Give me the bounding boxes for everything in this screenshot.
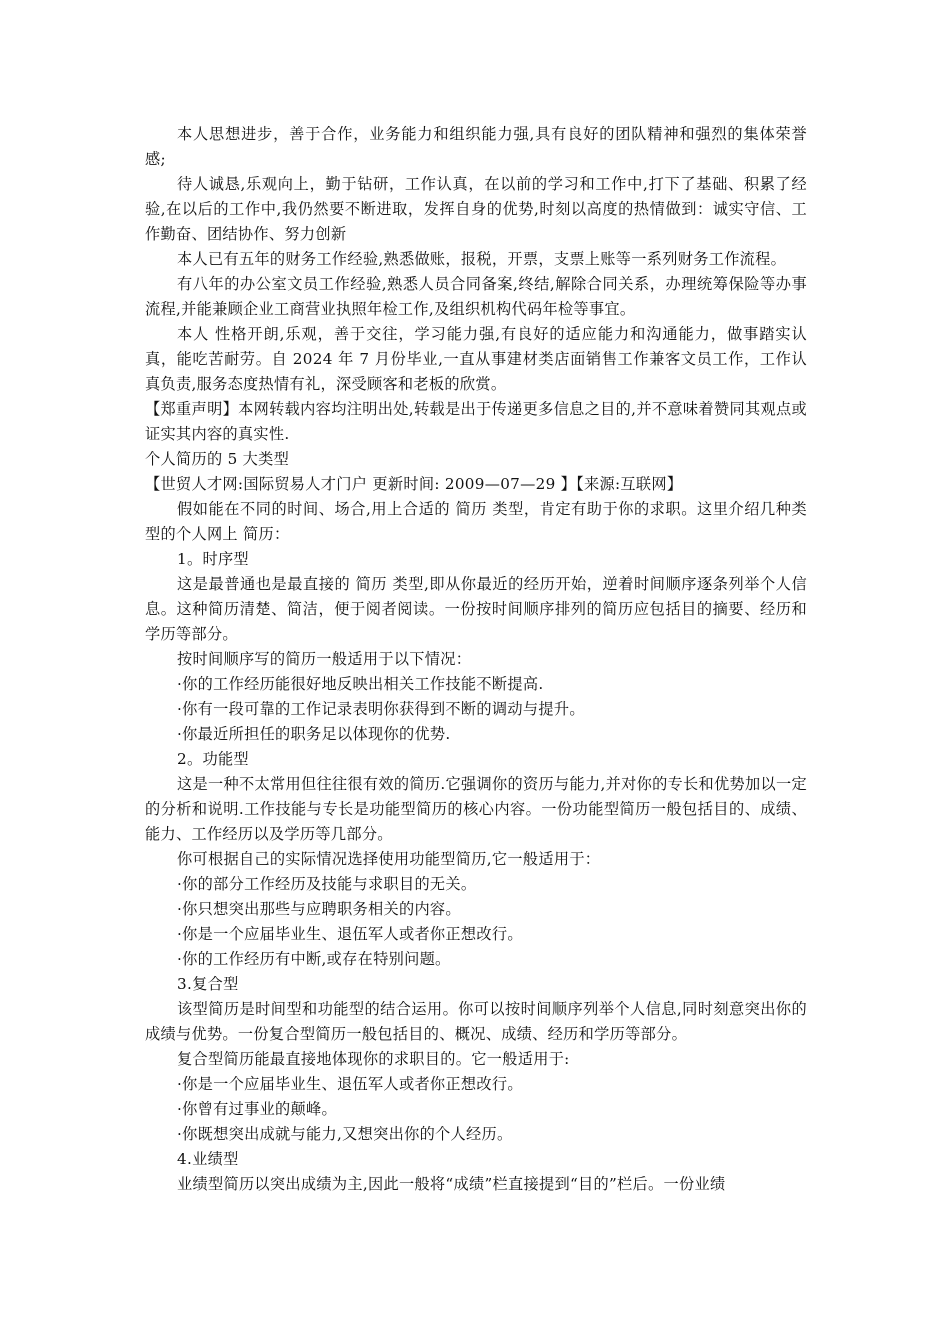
list-item: ·你既想突出成就与能力,又想突出你的个人经历。: [177, 1125, 513, 1143]
article-source-line: 【世贸人才网:国际贸易人才门户 更新时间: 2009—07—29 】【来源:互联网】: [145, 475, 683, 493]
paragraph-intro: 假如能在不同的时间、场合,用上合适的 简历 类型，肯定有助于你的求职。这里介绍几种类型的个人网上 简历：: [145, 500, 807, 543]
section-heading-combined: 3.复合型: [177, 975, 239, 993]
list-item: ·你只想突出那些与应聘职务相关的内容。: [177, 900, 461, 918]
paragraph-self-intro: 本人思想进步，善于合作，业务能力和组织能力强,具有良好的团队精神和强烈的集体荣誉感;: [145, 125, 807, 168]
paragraph-combined: 该型简历是时间型和功能型的结合运用。你可以按时间顺序列举个人信息,同时刻意突出你的成绩与优势。一份复合型简历一般包括目的、概况、成绩、经历和学历等部分。: [145, 1000, 807, 1043]
paragraph-chronological: 这是最普通也是最直接的 简历 类型,即从你最近的经历开始，逆着时间顺序逐条列举个人信息。这种简历清楚、简洁，便于阅者阅读。一份按时间顺序排列的简历应包括目的摘要、经历和学历等部分。: [145, 575, 807, 643]
paragraph-performance: 业绩型简历以突出成绩为主,因此一般将“成绩”栏直接提到“目的”栏后。一份业绩: [177, 1175, 726, 1193]
document-body: [145, 122, 807, 1197]
list-item: ·你是一个应届毕业生、退伍军人或者你正想改行。: [177, 1075, 523, 1093]
section-heading-performance: 4.业绩型: [177, 1150, 239, 1168]
paragraph-functional: 这是一种不太常用但往往很有效的简历.它强调你的资历与能力,并对你的专长和优势加以一定的分析和说明.工作技能与专长是功能型简历的核心内容。一份功能型简历一般包括目的、成绩、能力、工作经历以及学历等几部分。: [145, 775, 807, 843]
section-heading-functional: 2。功能型: [177, 750, 249, 768]
list-item: ·你的部分工作经历及技能与求职目的无关。: [177, 875, 477, 893]
list-item: ·你的工作经历有中断,或存在特别问题。: [177, 950, 451, 968]
paragraph-combined-applies: 复合型简历能最直接地体现你的求职目的。它一般适用于:: [177, 1050, 570, 1068]
paragraph-finance-experience: 本人已有五年的财务工作经验,熟悉做账，报税，开票，支票上账等一系列财务工作流程。: [177, 250, 787, 268]
paragraph-attitude: 待人诚恳,乐观向上，勤于钻研，工作认真，在以前的学习和工作中,打下了基础、积累了经验,在以后的工作中,我仍然要不断进取，发挥自身的优势,时刻以高度的热情做到：诚实守信、工作勤奋、团结协作、努力创新: [145, 175, 807, 243]
paragraph-office-experience: 有八年的办公室文员工作经验,熟悉人员合同备案,终结,解除合同关系，办理统筹保险等办事流程,并能兼顾企业工商营业执照年检工作,及组织机构代码年检等事宜。: [145, 275, 807, 318]
list-item: ·你的工作经历能很好地反映出相关工作技能不断提高.: [177, 675, 544, 693]
paragraph-personality: 本人 性格开朗,乐观，善于交往，学习能力强,有良好的适应能力和沟通能力，做事踏实认真，能吃苦耐劳。自 2024 年 7 月份毕业,一直从事建材类店面销售工作兼客文员工作，工作认真负责,服务态度热情有礼，深受顾客和老板的欣赏。: [145, 325, 807, 393]
paragraph-chronological-applies: 按时间顺序写的简历一般适用于以下情况：: [177, 650, 472, 668]
section-heading-chronological: 1。时序型: [177, 550, 249, 568]
list-item: ·你是一个应届毕业生、退伍军人或者你正想改行。: [177, 925, 523, 943]
paragraph-functional-applies: 你可根据自己的实际情况选择使用功能型简历,它一般适用于：: [177, 850, 601, 868]
list-item: ·你有一段可靠的工作记录表明你获得到不断的调动与提升。: [177, 700, 585, 718]
article-title: 个人简历的 5 大类型: [145, 450, 290, 468]
list-item: ·你曾有过事业的颠峰。: [177, 1100, 338, 1118]
disclaimer: 【郑重声明】本网转载内容均注明出处,转载是出于传递更多信息之目的,并不意味着赞同其观点或证实其内容的真实性.: [145, 400, 807, 443]
list-item: ·你最近所担任的职务足以体现你的优势.: [177, 725, 451, 743]
